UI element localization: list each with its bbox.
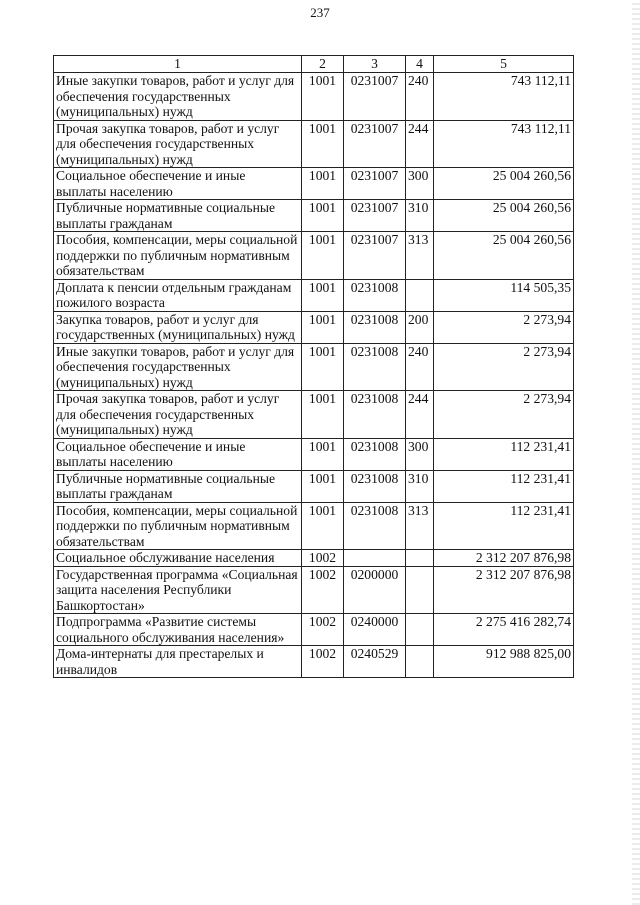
- row-section: 1002: [302, 646, 344, 678]
- row-expense-type: 200: [406, 311, 434, 343]
- row-name: Иные закупки товаров, работ и услуг для обеспечения государственных (муниципальных) нужд: [54, 343, 302, 391]
- table-row: [54, 73, 574, 121]
- scan-edge-noise: [632, 0, 640, 905]
- row-expense-type: 310: [406, 470, 434, 502]
- table-row: [54, 614, 574, 646]
- row-section: 1002: [302, 566, 344, 614]
- row-expense-type: [406, 550, 434, 567]
- row-name: Социальное обеспечение и иные выплаты населению: [54, 168, 302, 200]
- row-section: 1001: [302, 200, 344, 232]
- row-expense-type: [406, 279, 434, 311]
- row-target-article: 0240000: [344, 614, 406, 646]
- row-amount: 25 004 260,56: [434, 232, 574, 280]
- row-section: 1001: [302, 73, 344, 121]
- row-name: Прочая закупка товаров, работ и услуг для обеспечения государственных (муниципальных) нужд: [54, 391, 302, 439]
- row-name: Публичные нормативные социальные выплаты гражданам: [54, 200, 302, 232]
- table-row: [54, 168, 574, 200]
- page-number: 237: [310, 5, 330, 20]
- row-section: 1001: [302, 470, 344, 502]
- row-amount: 25 004 260,56: [434, 168, 574, 200]
- row-amount: 2 273,94: [434, 311, 574, 343]
- row-name: Дома-интернаты для престарелых и инвалидов: [54, 646, 302, 678]
- row-target-article: 0231008: [344, 391, 406, 439]
- row-name: Прочая закупка товаров, работ и услуг для обеспечения государственных (муниципальных) нужд: [54, 120, 302, 168]
- row-amount: 2 312 207 876,98: [434, 550, 574, 567]
- table-row: [54, 470, 574, 502]
- row-target-article: 0240529: [344, 646, 406, 678]
- row-section: 1001: [302, 232, 344, 280]
- row-expense-type: 300: [406, 438, 434, 470]
- row-target-article: 0231007: [344, 120, 406, 168]
- row-section: 1002: [302, 614, 344, 646]
- row-amount: 112 231,41: [434, 470, 574, 502]
- header-row: [54, 56, 574, 73]
- table-row: [54, 438, 574, 470]
- row-target-article: 0231008: [344, 470, 406, 502]
- row-target-article: 0231007: [344, 73, 406, 121]
- row-amount: 2 312 207 876,98: [434, 566, 574, 614]
- row-name: Социальное обслуживание населения: [54, 550, 302, 567]
- table-row: [54, 566, 574, 614]
- row-expense-type: 310: [406, 200, 434, 232]
- row-section: 1001: [302, 311, 344, 343]
- row-amount: 2 273,94: [434, 343, 574, 391]
- row-expense-type: [406, 646, 434, 678]
- row-section: 1001: [302, 279, 344, 311]
- row-amount: 114 505,35: [434, 279, 574, 311]
- column-header-section: 2: [302, 56, 344, 73]
- row-target-article: 0231008: [344, 343, 406, 391]
- row-expense-type: [406, 566, 434, 614]
- row-amount: 743 112,11: [434, 73, 574, 121]
- row-expense-type: 244: [406, 120, 434, 168]
- table-row: [54, 646, 574, 678]
- row-amount: 2 275 416 282,74: [434, 614, 574, 646]
- table-row: [54, 200, 574, 232]
- column-header-amount: 5: [434, 56, 574, 73]
- table-row: [54, 343, 574, 391]
- row-name: Закупка товаров, работ и услуг для государственных (муниципальных) нужд: [54, 311, 302, 343]
- column-header-name: 1: [54, 56, 302, 73]
- row-target-article: 0231008: [344, 279, 406, 311]
- row-expense-type: 313: [406, 502, 434, 550]
- table-row: [54, 279, 574, 311]
- row-amount: 912 988 825,00: [434, 646, 574, 678]
- row-section: 1001: [302, 391, 344, 439]
- row-target-article: 0231008: [344, 502, 406, 550]
- row-name: Доплата к пенсии отдельным гражданам пожилого возраста: [54, 279, 302, 311]
- row-name: Пособия, компенсации, меры социальной поддержки по публичным нормативным обязательствам: [54, 502, 302, 550]
- row-amount: 112 231,41: [434, 438, 574, 470]
- row-name: Государственная программа «Социальная защита населения Республики Башкортостан»: [54, 566, 302, 614]
- row-amount: 25 004 260,56: [434, 200, 574, 232]
- row-target-article: [344, 550, 406, 567]
- row-name: Пособия, компенсации, меры социальной поддержки по публичным нормативным обязательствам: [54, 232, 302, 280]
- row-expense-type: 300: [406, 168, 434, 200]
- row-amount: 112 231,41: [434, 502, 574, 550]
- row-expense-type: 244: [406, 391, 434, 439]
- table-row: [54, 391, 574, 439]
- row-section: 1001: [302, 502, 344, 550]
- table-row: [54, 550, 574, 567]
- row-name: Подпрограмма «Развитие системы социального обслуживания населения»: [54, 614, 302, 646]
- row-amount: 743 112,11: [434, 120, 574, 168]
- budget-table: [53, 55, 574, 678]
- table-row: [54, 311, 574, 343]
- row-target-article: 0231007: [344, 168, 406, 200]
- row-section: 1001: [302, 343, 344, 391]
- row-section: 1002: [302, 550, 344, 567]
- row-target-article: 0231007: [344, 232, 406, 280]
- row-name: Иные закупки товаров, работ и услуг для обеспечения государственных (муниципальных) нужд: [54, 73, 302, 121]
- column-header-expense-type: 4: [406, 56, 434, 73]
- row-amount: 2 273,94: [434, 391, 574, 439]
- row-name: Социальное обеспечение и иные выплаты населению: [54, 438, 302, 470]
- table-row: [54, 232, 574, 280]
- row-target-article: 0231008: [344, 438, 406, 470]
- row-section: 1001: [302, 168, 344, 200]
- row-section: 1001: [302, 120, 344, 168]
- row-expense-type: 240: [406, 343, 434, 391]
- row-target-article: 0231008: [344, 311, 406, 343]
- row-expense-type: 240: [406, 73, 434, 121]
- row-name: Публичные нормативные социальные выплаты гражданам: [54, 470, 302, 502]
- row-section: 1001: [302, 438, 344, 470]
- row-expense-type: [406, 614, 434, 646]
- row-target-article: 0231007: [344, 200, 406, 232]
- row-expense-type: 313: [406, 232, 434, 280]
- column-header-target-article: 3: [344, 56, 406, 73]
- row-target-article: 0200000: [344, 566, 406, 614]
- table-row: [54, 502, 574, 550]
- table-row: [54, 120, 574, 168]
